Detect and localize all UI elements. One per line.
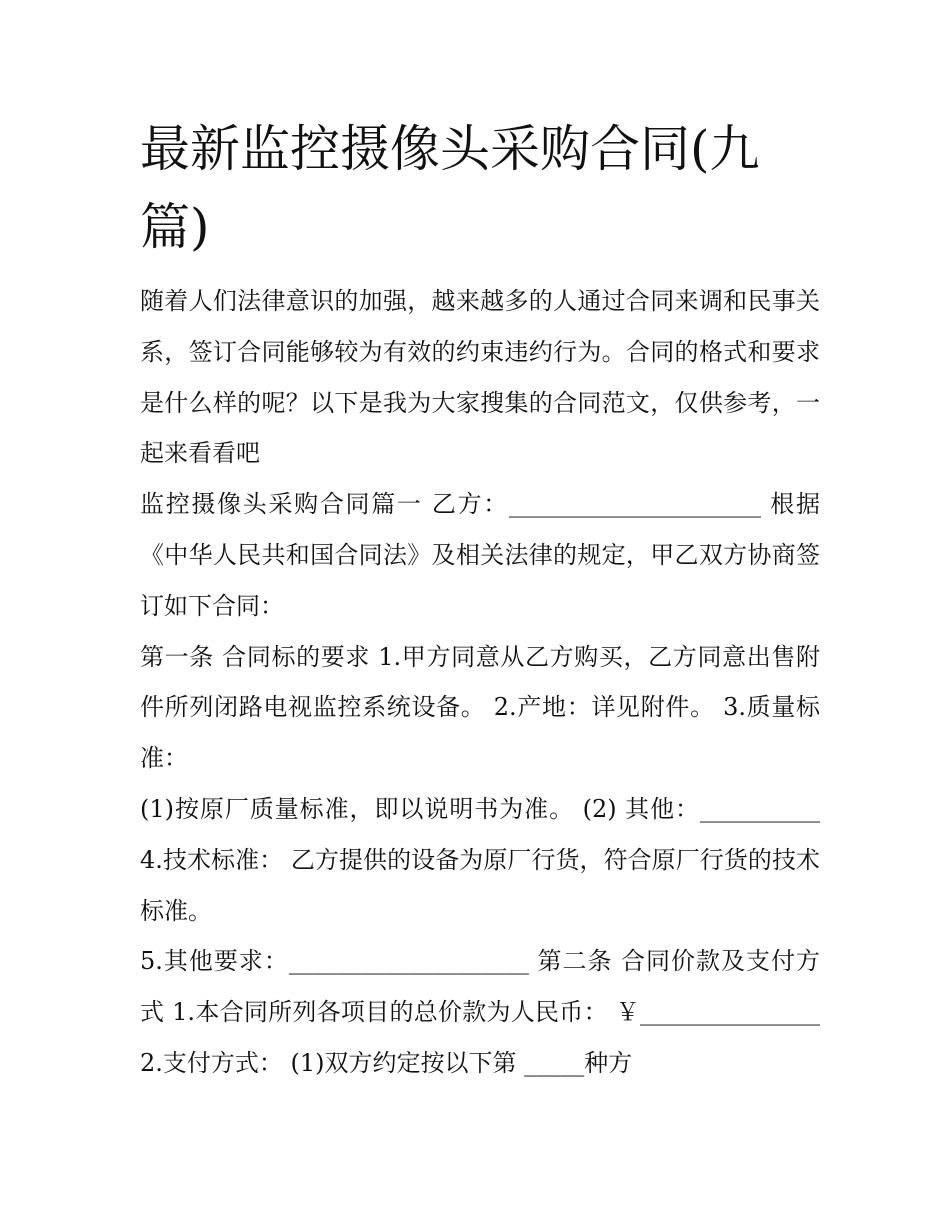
document-title: 最新监控摄像头采购合同(九篇): [140, 120, 760, 256]
document-body: [140, 276, 820, 1089]
quality-standard-paragraph: (1)按原厂质量标准，即以说明书为准。 (2) 其他：__________ 4.技术标准： 乙方提供的设备为原厂行货，符合原厂行货的技术标准。: [140, 794, 820, 925]
contract-header-paragraph: 监控摄像头采购合同篇一 乙方：_____________________ 根据《中华人民共和国合同法》及相关法律的规定，甲乙双方协商签订如下合同：: [140, 490, 820, 620]
article-one-paragraph: 第一条 合同标的要求 1.甲方同意从乙方购买，乙方同意出售附件所列闭路电视监控系统设备。 2.产地：详见附件。 3.质量标准：: [140, 642, 820, 773]
intro-paragraph: 随着人们法律意识的加强，越来越多的人通过合同来调和民事关系，签订合同能够较为有效的约束违约行为。合同的格式和要求是什么样的呢？以下是我为大家搜集的合同范文，仅供参考，一起来看看吧: [140, 287, 820, 468]
article-two-paragraph: 5.其他要求：____________________ 第二条 合同价款及支付方式 1.本合同所列各项目的总价款为人民币： ￥_______________ 2.支付方式： (1)双方约定按以下第 _____种方: [140, 947, 820, 1077]
